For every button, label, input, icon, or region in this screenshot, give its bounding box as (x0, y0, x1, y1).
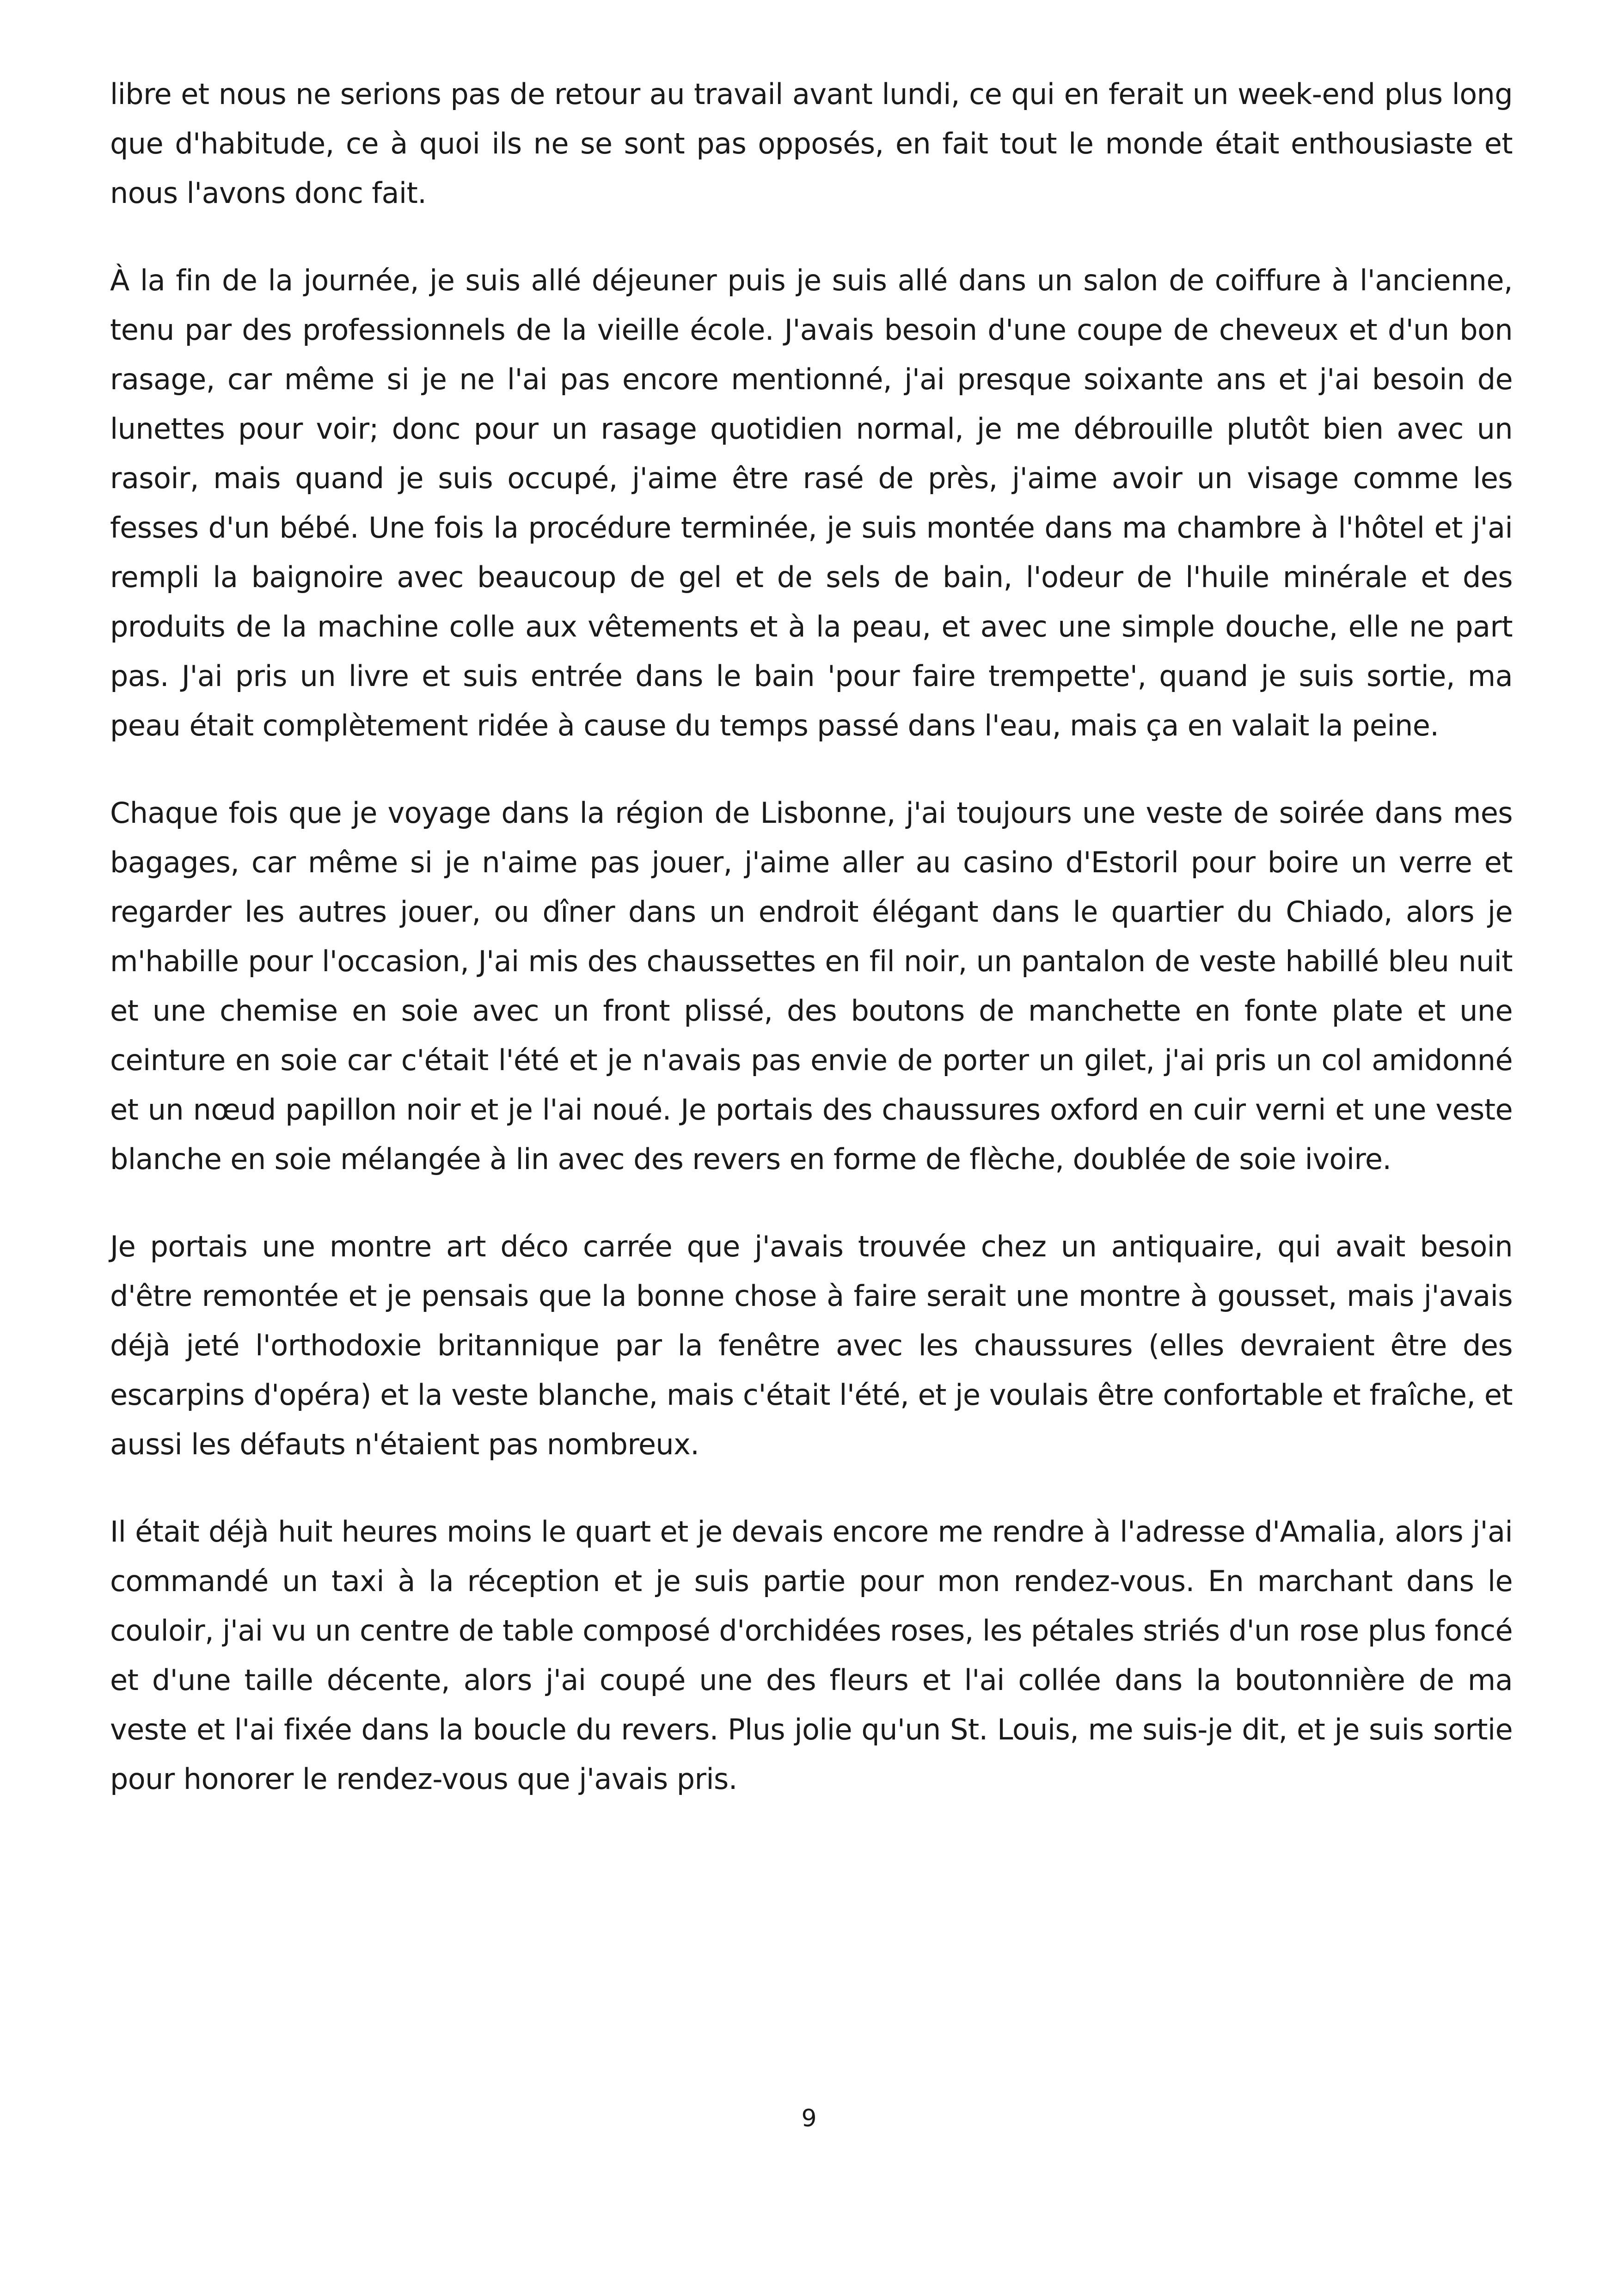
body-text (110, 69, 1513, 1842)
paragraph-4: Je portais une montre art déco carrée que j'avais trouvée chez un antiquaire, qui avait besoin d'être remontée et je pensais que la bonne chose à faire serait une montre à gousset, mais j'avais déjà jeté l'orthodoxie britannique par la fenêtre avec les chaussures (elles devraient être des escarpins d'opéra) et la veste blanche, mais c'était l'été, et je voulais être confortable et fraîche, et aussi les défauts n'étaient pas nombreux. (110, 1230, 1513, 1461)
paragraph-2: À la fin de la journée, je suis allé déjeuner puis je suis allé dans un salon de coiffure à l'ancienne, tenu par des professionnels de la vieille école. J'avais besoin d'une coupe de cheveux et d'un bon rasage, car même si je ne l'ai pas encore mentionné, j'ai presque soixante ans et j'ai besoin de lunettes pour voir; donc pour un rasage quotidien normal, je me débrouille plutôt bien avec un rasoir, mais quand je suis occupé, j'aime être rasé de près, j'aime avoir un visage comme les fesses d'un bébé. Une fois la procédure terminée, je suis montée dans ma chambre à l'hôtel et j'ai rempli la baignoire avec beaucoup de gel et de sels de bain, l'odeur de l'huile minérale et des produits de la machine colle aux vêtements et à la peau, et avec une simple douche, elle ne part pas. J'ai pris un livre et suis entrée dans le bain 'pour faire trempette', quand je suis sortie, ma peau était complètement ridée à cause du temps passé dans l'eau, mais ça en valait la peine. (110, 263, 1513, 742)
page-number: 9 (801, 2105, 817, 2132)
paragraph-5: Il était déjà huit heures moins le quart et je devais encore me rendre à l'adresse d'Amalia, alors j'ai commandé un taxi à la réception et je suis partie pour mon rendez-vous. En marchant dans le couloir, j'ai vu un centre de table composé d'orchidées roses, les pétales striés d'un rose plus foncé et d'une taille décente, alors j'ai coupé une des fleurs et l'ai collée dans la boutonnière de ma veste et l'ai fixée dans la boucle du revers. Plus jolie qu'un St. Louis, me suis-je dit, et je suis sortie pour honorer le rendez-vous que j'avais pris. (110, 1515, 1513, 1796)
paragraph-3: Chaque fois que je voyage dans la région de Lisbonne, j'ai toujours une veste de soirée dans mes bagages, car même si je n'aime pas jouer, j'aime aller au casino d'Estoril pour boire un verre et regarder les autres jouer, ou dîner dans un endroit élégant dans le quartier du Chiado, alors je m'habille pour l'occasion, J'ai mis des chaussettes en fil noir, un pantalon de veste habillé bleu nuit et une chemise en soie avec un front plissé, des boutons de manchette en fonte plate et une ceinture en soie car c'était l'été et je n'avais pas envie de porter un gilet, j'ai pris un col amidonné et un nœud papillon noir et je l'ai noué. Je portais des chaussures oxford en cuir verni et une veste blanche en soie mélangée à lin avec des revers en forme de flèche, doublée de soie ivoire. (110, 796, 1513, 1176)
paragraph-1: libre et nous ne serions pas de retour au travail avant lundi, ce qui en ferait un week-end plus long que d'habitude, ce à quoi ils ne se sont pas opposés, en fait tout le monde était enthousiaste et nous l'avons donc fait. (110, 77, 1513, 210)
